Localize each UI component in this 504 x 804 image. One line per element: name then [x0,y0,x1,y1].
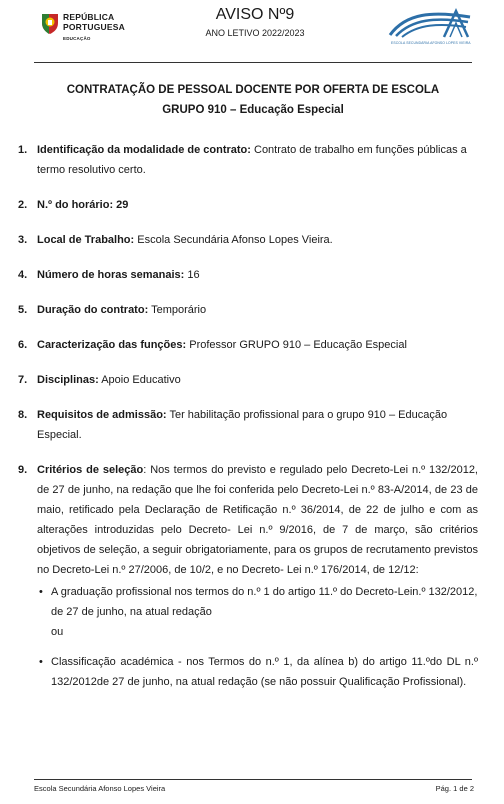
criteria-bullet [37,582,478,622]
item-number: 4. [18,269,28,281]
item-text: Contrato de trabalho em funções públicas a termo resolutivo certo. [37,144,467,176]
list-item [18,370,478,390]
item-text: Professor GRUPO 910 – Educação Especial [186,339,407,351]
list-item [18,460,478,692]
page-header [0,0,504,60]
page-number: Pág. 1 de 2 [435,784,474,793]
school-wave-logo-icon [388,7,472,41]
contract-details-list [18,140,478,707]
item-label: Identificação da modalidade de contrato: [37,144,251,156]
item-label: Duração do contrato: [37,304,149,316]
item-label: Caracterização das funções: [37,339,187,351]
footer-school-name: Escola Secundária Afonso Lopes Vieira [34,784,166,793]
republica-portuguesa-logo [40,11,140,43]
logo-line-3: EDUCAÇÃO [63,36,91,41]
list-item [18,140,478,180]
item-number: 8. [18,409,28,421]
list-item [18,265,478,285]
item-number: 2. [18,199,28,211]
item-number: 1. [18,144,28,156]
item-number: 7. [18,374,28,386]
item-label: N.º do horário: 29 [37,199,129,211]
item-label: Número de horas semanais: [37,269,185,281]
heading-line-2: GRUPO 910 – Educação Especial [162,104,344,116]
item-text: 16 [184,269,200,281]
list-item [18,405,478,445]
item-number: 6. [18,339,28,351]
bullet-icon: • [39,656,43,668]
list-item [18,195,478,215]
heading-line-1: CONTRATAÇÃO DE PESSOAL DOCENTE POR OFERTA DE ESCOLA [66,84,440,96]
criteria-or: ou [51,626,64,638]
list-item [18,335,478,355]
item-number: 3. [18,234,28,246]
item-text: Apoio Educativo [98,374,181,386]
item-number: 9. [18,464,28,476]
item-label: Local de Trabalho: [37,234,135,246]
item-text: : Nos termos do previsto e regulado pelo Decreto-Lei n.º 132/2012, de 27 de junho, na redação que lhe foi conferida pelo Decreto-Lei n.º 83-A/2014, de 23 de maio, retificado pela Declaração de Retificação n.º 36/2014, de 22 de julho e com as alterações introduzidas pelo Decreto- Lei n.º 9/2016, de 7 de março, são critérios objetivos de seleção, a seguir obrigatoriamente, para os grupos de recrutamento previstos no Decreto-Lei n.º 27/2006, de 10/2, e no Decreto- Lei n.º 176/2014, de 12/12: [37,464,478,576]
criteria-bullet [37,652,478,692]
logo-line-1: REPÚBLICA [63,12,115,22]
criteria-text: Classificação académica - nos Termos do n.º 1, da alínea b) do artigo 11.ºdo DL n.º 132/2012de 27 de junho, na atual redação (se não possuir Qualificação Profissional). [51,656,478,688]
item-label: Disciplinas: [37,374,99,386]
footer-divider [34,779,472,780]
list-item [18,300,478,320]
bullet-icon: • [39,586,43,598]
item-text: Ter habilitação profissional para o grupo 910 – Educação Especial. [37,409,448,441]
criteria-text: A graduação profissional nos termos do n.º 1 do artigo 11.º do Decreto-Lein.º 132/2012, de 27 de junho, na atual redação [51,586,478,618]
school-logo [388,7,472,47]
notice-title: AVISO Nº9 [215,6,295,23]
item-text: Temporário [148,304,207,316]
item-label: Requisitos de admissão: [37,409,167,421]
school-logo-text: ESCOLA SECUNDÁRIA AFONSO LOPES VIEIRA [391,41,471,45]
coat-of-arms-icon [40,11,60,35]
logo-line-2: PORTUGUESA [63,22,125,32]
item-text: Escola Secundária Afonso Lopes Vieira. [134,234,333,246]
list-item [18,230,478,250]
item-number: 5. [18,304,28,316]
item-label: Critérios de seleção [37,464,144,476]
school-year: ANO LETIVO 2022/2023 [205,28,305,38]
header-divider [34,62,472,63]
